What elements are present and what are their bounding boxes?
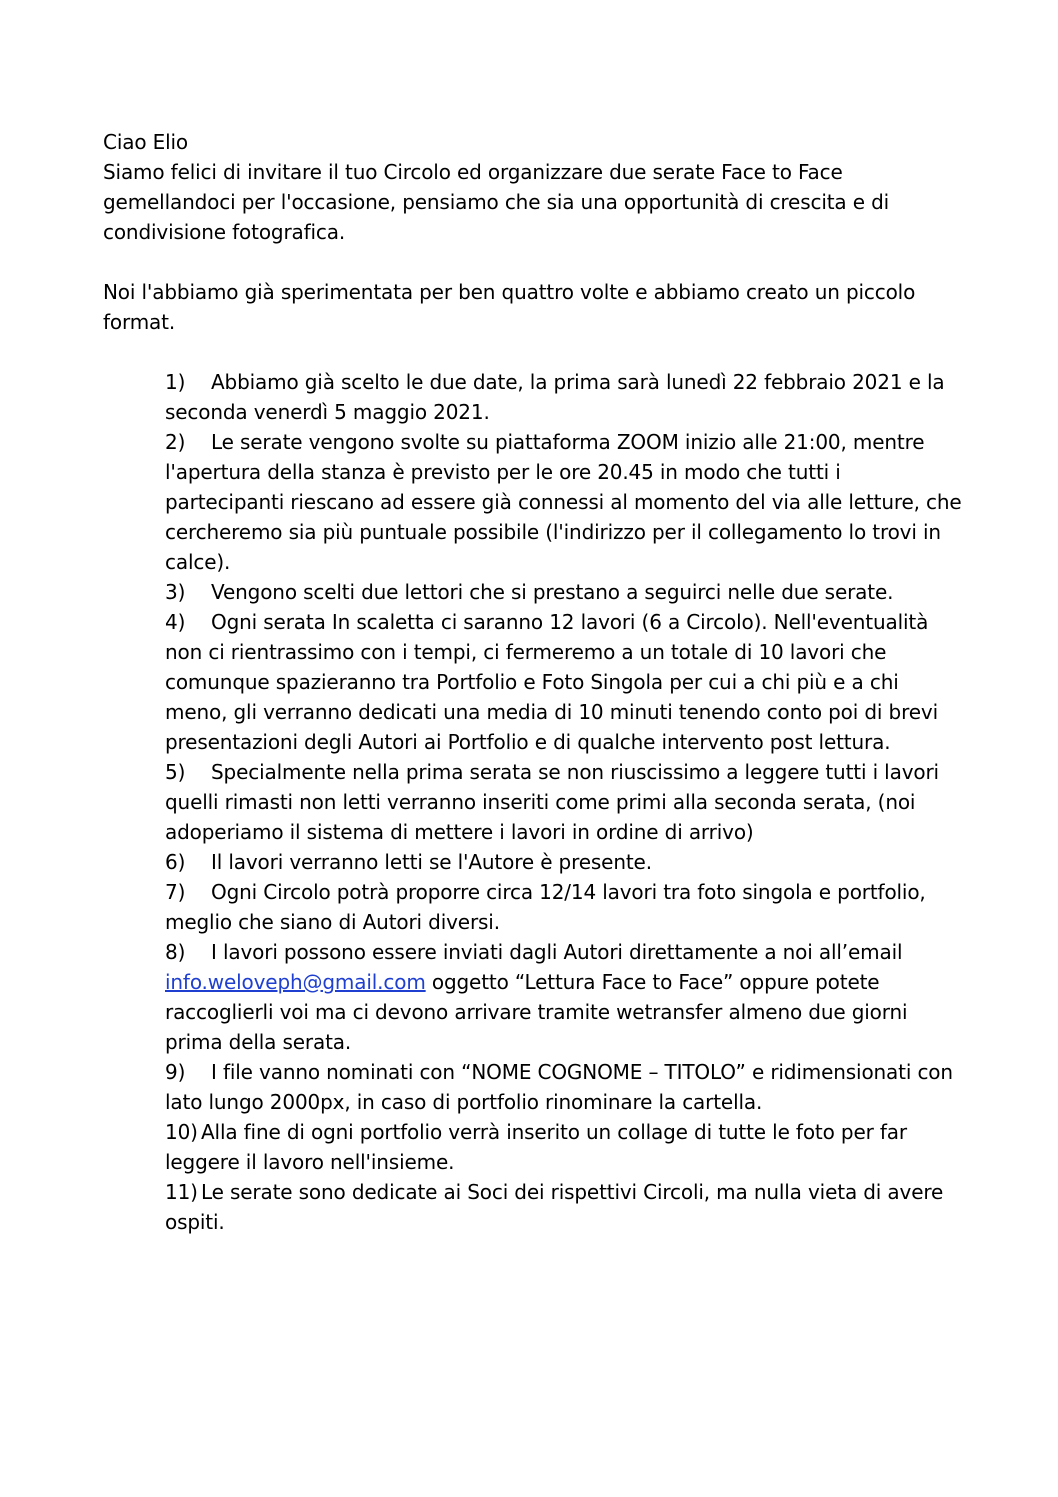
item-text: Ogni Circolo potrà proporre circa 12/14 lavori tra foto singola e portfolio, meglio che siano di Autori diversi. (165, 880, 926, 934)
item-text: I file vanno nominati con “NOME COGNOME – TITOLO” e ridimensionati con lato lungo 2000px, in caso di portfolio rinominare la cartella. (165, 1060, 953, 1114)
list-item (165, 877, 965, 937)
item-number: 6) (165, 850, 186, 874)
letter-intro (103, 127, 963, 337)
item-number: 10) (165, 1120, 198, 1144)
item-text: Abbiamo già scelto le due date, la prima sarà lunedì 22 febbraio 2021 e la seconda venerdì 5 maggio 2021. (165, 370, 945, 424)
list-item (165, 607, 965, 757)
intro-paragraph: Siamo felici di invitare il tuo Circolo ed organizzare due serate Face to Face gemellandoci per l'occasione, pensiamo che sia una opportunità di crescita e di condivisione fotografica. (103, 160, 890, 244)
item-text: Alla fine di ogni portfolio verrà inserito un collage di tutte le foto per far leggere il lavoro nell'insieme. (165, 1120, 907, 1174)
format-rules-list (165, 367, 965, 1237)
list-item (165, 1177, 965, 1237)
item-text: Vengono scelti due lettori che si prestano a seguirci nelle due serate. (211, 580, 894, 604)
item-text: Specialmente nella prima serata se non riuscissimo a leggere tutti i lavori quelli rimasti non letti verranno inseriti come primi alla seconda serata, (noi adoperiamo il sistema di mettere i lavori in ordine di arrivo) (165, 760, 939, 844)
item-number: 4) (165, 610, 186, 634)
greeting: Ciao Elio (103, 130, 189, 154)
list-item (165, 1057, 965, 1117)
item-number: 2) (165, 430, 186, 454)
item-number: 7) (165, 880, 186, 904)
item-number: 1) (165, 370, 186, 394)
paragraph-spacer (103, 247, 963, 277)
item-number: 3) (165, 580, 186, 604)
item-text: Ogni serata In scaletta ci saranno 12 lavori (6 a Circolo). Nell'eventualità non ci rientrassimo con i tempi, ci fermeremo a un totale di 10 lavori che comunque spazieranno tra Portfolio e Foto Singola per cui a chi più e a chi meno, gli verranno dedicati una media di 10 minuti tenendo conto poi di brevi presentazioni degli Autori ai Portfolio e di qualche intervento post lettura. (165, 610, 938, 754)
list-item (165, 757, 965, 847)
item-number: 5) (165, 760, 186, 784)
list-item (165, 847, 965, 877)
list-item (165, 1117, 965, 1177)
item-number: 9) (165, 1060, 186, 1084)
list-item (165, 367, 965, 427)
list-item (165, 427, 965, 577)
item-text: Le serate vengono svolte su piattaforma ZOOM inizio alle 21:00, mentre l'apertura della stanza è previsto per le ore 20.45 in modo che tutti i partecipanti riescano ad essere già connessi al momento del via alle letture, che cercheremo sia più puntuale possibile (l'indirizzo per il collegamento lo trovi in calce). (165, 430, 962, 574)
format-paragraph: Noi l'abbiamo già sperimentata per ben quattro volte e abbiamo creato un piccolo format. (103, 280, 916, 334)
list-item (165, 937, 965, 1057)
item-text: Le serate sono dedicate ai Soci dei rispettivi Circoli, ma nulla vieta di avere ospiti. (165, 1180, 944, 1234)
item-number: 11) (165, 1180, 198, 1204)
item-text-before-email: I lavori possono essere inviati dagli Autori direttamente a noi all’email (211, 940, 903, 964)
email-link[interactable]: info.weloveph@gmail.com (165, 970, 426, 994)
list-item (165, 577, 965, 607)
item-number: 8) (165, 940, 186, 964)
item-text: Il lavori verranno letti se l'Autore è presente. (211, 850, 652, 874)
item-text-after-email: oggetto “Lettura Face to Face” oppure potete raccoglierli voi ma ci devono arrivare tramite wetransfer almeno due giorni prima della serata. (165, 970, 908, 1054)
